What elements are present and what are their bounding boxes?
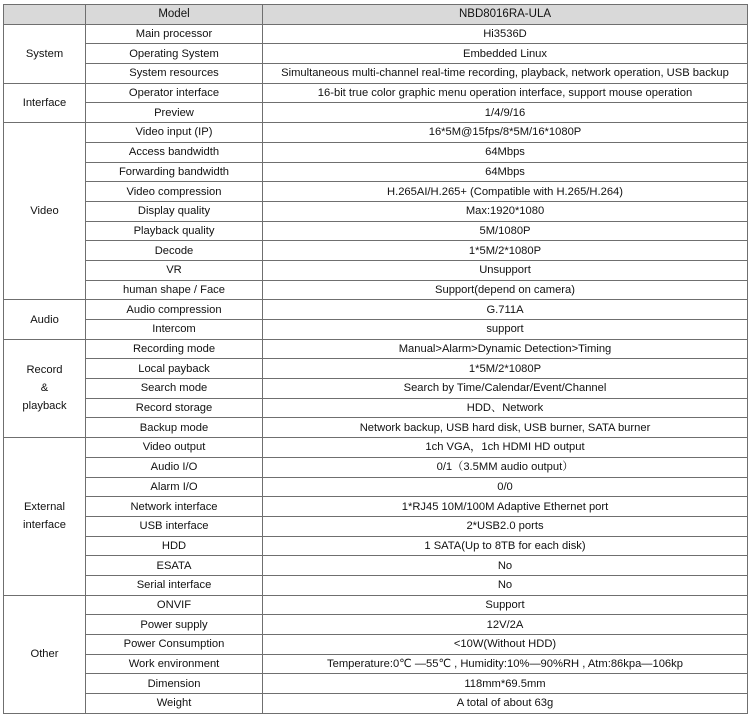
spec-value: 118mm*69.5mm: [263, 674, 748, 694]
category-label: Interface: [22, 96, 67, 109]
header-row: [4, 5, 748, 25]
spec-label: Display quality: [86, 201, 263, 221]
spec-label: Search mode: [86, 379, 263, 399]
spec-value: A total of about 63g: [263, 694, 748, 714]
spec-row: [4, 339, 748, 359]
spec-table-body: [4, 5, 748, 714]
header-model-label: Model: [86, 5, 263, 25]
spec-value: Max:1920*1080: [263, 201, 748, 221]
spec-value: 5M/1080P: [263, 221, 748, 241]
spec-value: Search by Time/Calendar/Event/Channel: [263, 379, 748, 399]
category-label: Audio: [30, 313, 59, 326]
spec-table: [3, 4, 748, 714]
category-label: Record: [26, 364, 63, 377]
spec-value: 64Mbps: [263, 142, 748, 162]
spec-label: Dimension: [86, 674, 263, 694]
spec-value: 1ch VGA，1ch HDMI HD output: [263, 438, 748, 458]
spec-label: Weight: [86, 694, 263, 714]
spec-label: Main processor: [86, 24, 263, 44]
spec-label: Record storage: [86, 398, 263, 418]
spec-label: Serial interface: [86, 575, 263, 595]
spec-value: 12V/2A: [263, 615, 748, 635]
category-label: External: [23, 501, 66, 514]
spec-label: Work environment: [86, 654, 263, 674]
spec-label: Decode: [86, 241, 263, 261]
spec-value: HDD、Network: [263, 398, 748, 418]
spec-label: Access bandwidth: [86, 142, 263, 162]
category-cell: [4, 83, 86, 122]
spec-row: [4, 694, 748, 714]
spec-row: [4, 575, 748, 595]
spec-row: [4, 635, 748, 655]
category-label: interface: [23, 519, 66, 532]
spec-label: Video input (IP): [86, 123, 263, 143]
spec-row: [4, 83, 748, 103]
spec-row: [4, 379, 748, 399]
spec-row: [4, 64, 748, 84]
spec-row: [4, 536, 748, 556]
spec-row: [4, 241, 748, 261]
category-cell: [4, 339, 86, 437]
header-blank-cell: [4, 5, 86, 25]
spec-value: H.265AI/H.265+ (Compatible with H.265/H.264): [263, 182, 748, 202]
spec-value: 1 SATA(Up to 8TB for each disk): [263, 536, 748, 556]
spec-value: 2*USB2.0 ports: [263, 516, 748, 536]
spec-row: [4, 221, 748, 241]
spec-row: [4, 556, 748, 576]
spec-value: 1*5M/2*1080P: [263, 359, 748, 379]
spec-label: Audio I/O: [86, 457, 263, 477]
spec-label: Local payback: [86, 359, 263, 379]
spec-value: Simultaneous multi-channel real-time recording, playback, network operation, USB backup: [263, 64, 748, 84]
spec-value: No: [263, 575, 748, 595]
spec-row: [4, 477, 748, 497]
spec-row: [4, 438, 748, 458]
spec-value: Unsupport: [263, 260, 748, 280]
spec-value: 64Mbps: [263, 162, 748, 182]
spec-label: human shape / Face: [86, 280, 263, 300]
spec-label: HDD: [86, 536, 263, 556]
spec-label: Preview: [86, 103, 263, 123]
spec-row: [4, 123, 748, 143]
spec-label: ESATA: [86, 556, 263, 576]
spec-label: Power supply: [86, 615, 263, 635]
spec-label: Playback quality: [86, 221, 263, 241]
spec-label: Audio compression: [86, 300, 263, 320]
spec-row: [4, 359, 748, 379]
spec-label: Intercom: [86, 320, 263, 340]
spec-row: [4, 300, 748, 320]
spec-row: [4, 516, 748, 536]
spec-value: Hi3536D: [263, 24, 748, 44]
spec-label: Power Consumption: [86, 635, 263, 655]
category-label: &: [40, 382, 49, 395]
category-label: Video: [30, 205, 59, 218]
category-cell: [4, 24, 86, 83]
spec-row: [4, 280, 748, 300]
spec-row: [4, 674, 748, 694]
spec-row: [4, 182, 748, 202]
spec-value: Temperature:0℃ —55℃ , Humidity:10%—90%RH , Atm:86kpa—106kp: [263, 654, 748, 674]
spec-row: [4, 142, 748, 162]
spec-label: Operator interface: [86, 83, 263, 103]
spec-value: 0/1（3.5MM audio output）: [263, 457, 748, 477]
spec-value: 0/0: [263, 477, 748, 497]
category-cell: [4, 300, 86, 339]
spec-row: [4, 457, 748, 477]
spec-value: 16*5M@15fps/8*5M/16*1080P: [263, 123, 748, 143]
spec-value: 1/4/9/16: [263, 103, 748, 123]
spec-label: Backup mode: [86, 418, 263, 438]
spec-row: [4, 654, 748, 674]
category-cell: [4, 438, 86, 596]
spec-label: USB interface: [86, 516, 263, 536]
spec-row: [4, 44, 748, 64]
spec-label: Forwarding bandwidth: [86, 162, 263, 182]
spec-row: [4, 24, 748, 44]
spec-row: [4, 201, 748, 221]
spec-row: [4, 260, 748, 280]
spec-label: Recording mode: [86, 339, 263, 359]
spec-value: 1*RJ45 10M/100M Adaptive Ethernet port: [263, 497, 748, 517]
spec-value: Support(depend on camera): [263, 280, 748, 300]
spec-label: Video compression: [86, 182, 263, 202]
spec-value: G.711A: [263, 300, 748, 320]
category-cell: [4, 595, 86, 713]
spec-value: Network backup, USB hard disk, USB burner, SATA burner: [263, 418, 748, 438]
spec-label: Operating System: [86, 44, 263, 64]
spec-row: [4, 398, 748, 418]
spec-row: [4, 320, 748, 340]
spec-label: Alarm I/O: [86, 477, 263, 497]
spec-row: [4, 595, 748, 615]
spec-value: Manual>Alarm>Dynamic Detection>Timing: [263, 339, 748, 359]
header-model-value: NBD8016RA-ULA: [263, 5, 748, 25]
spec-value: Embedded Linux: [263, 44, 748, 64]
spec-value: 1*5M/2*1080P: [263, 241, 748, 261]
spec-value: <10W(Without HDD): [263, 635, 748, 655]
spec-label: Network interface: [86, 497, 263, 517]
category-label: System: [25, 47, 64, 60]
spec-value: 16-bit true color graphic menu operation interface, support mouse operation: [263, 83, 748, 103]
spec-row: [4, 162, 748, 182]
spec-value: No: [263, 556, 748, 576]
spec-row: [4, 497, 748, 517]
spec-row: [4, 418, 748, 438]
spec-row: [4, 615, 748, 635]
spec-label: Video output: [86, 438, 263, 458]
spec-label: ONVIF: [86, 595, 263, 615]
spec-row: [4, 103, 748, 123]
spec-value: Support: [263, 595, 748, 615]
category-label: playback: [22, 400, 67, 413]
category-cell: [4, 123, 86, 300]
spec-value: support: [263, 320, 748, 340]
spec-label: System resources: [86, 64, 263, 84]
spec-label: VR: [86, 260, 263, 280]
category-label: Other: [30, 648, 59, 661]
